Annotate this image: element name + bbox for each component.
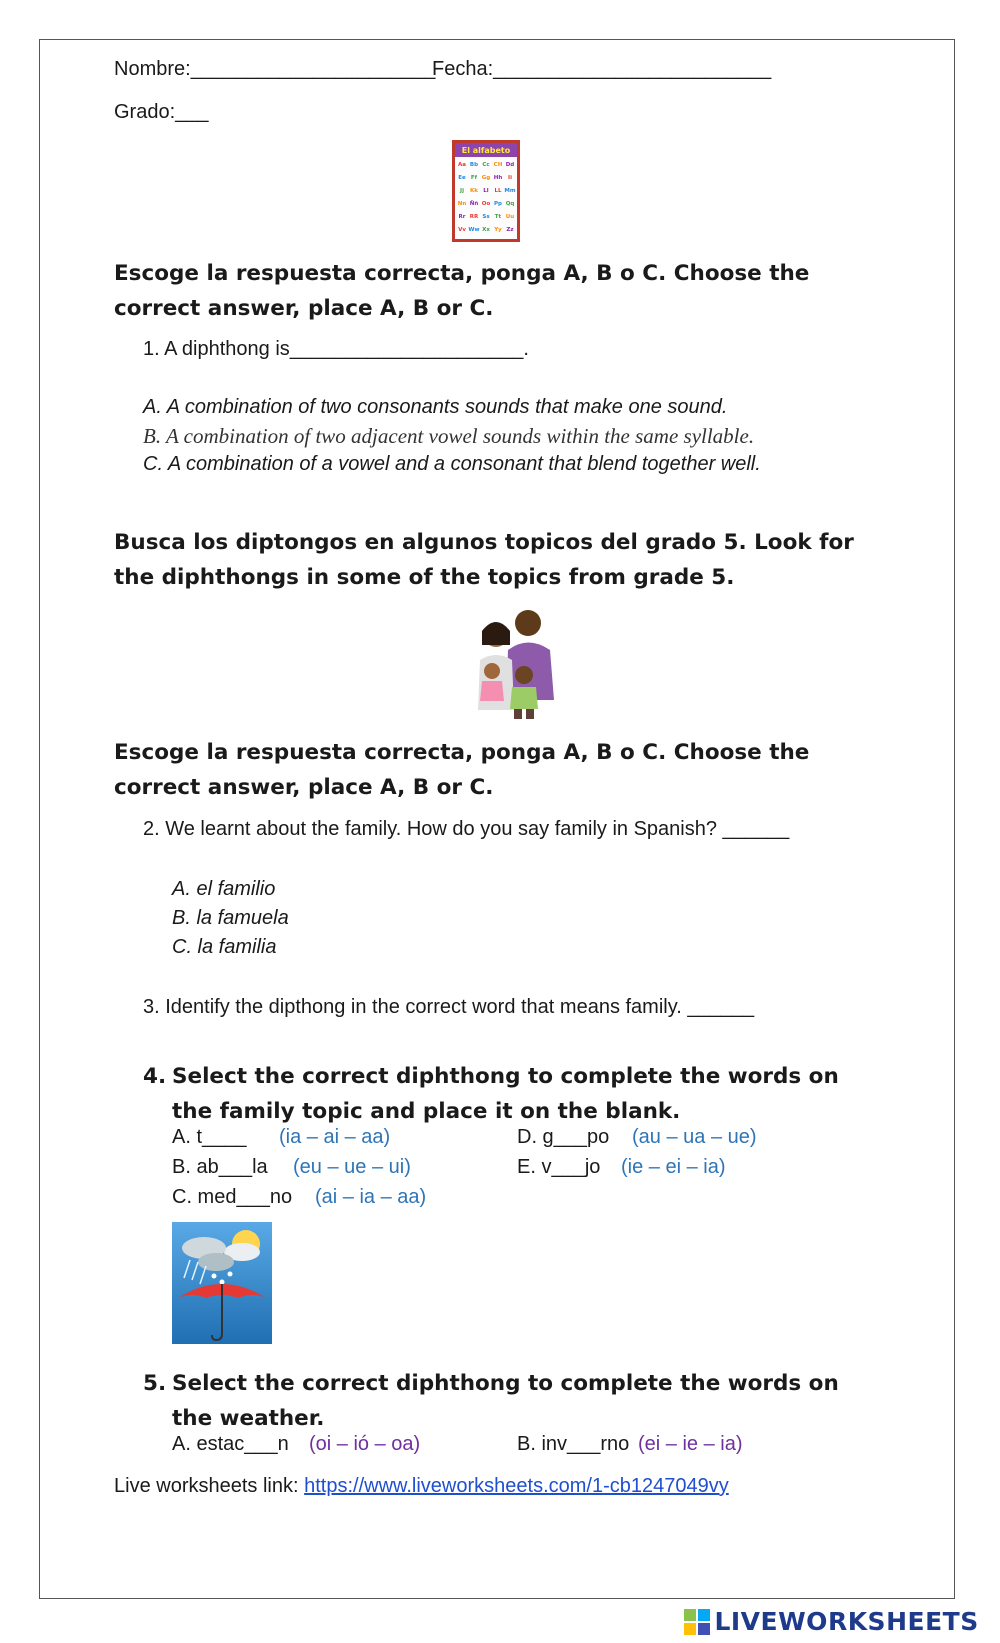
poster-letter: Ññ	[469, 201, 479, 207]
family-choices-c: (ai – ia – aa)	[315, 1186, 427, 1208]
poster-letter: Zz	[506, 227, 514, 233]
poster-letter: Hh	[493, 175, 503, 181]
weather-choices-b: (ei – ie – ia)	[638, 1433, 743, 1455]
weather-umbrella-illustration	[172, 1222, 272, 1344]
q1-option-b[interactable]: B. A combination of two adjacent vowel sounds within the same syllable.	[143, 424, 755, 448]
liveworksheets-logo-icon	[684, 1609, 710, 1635]
family-choices-e: (ie – ei – ia)	[621, 1156, 726, 1178]
link-line	[114, 1475, 729, 1498]
family-word-d[interactable]: D. g___po	[517, 1126, 610, 1148]
poster-letter: Rr	[458, 214, 466, 220]
nombre-field[interactable]: Nombre:______________________	[114, 58, 436, 80]
poster-letter: Dd	[505, 162, 515, 168]
section3-heading: Escoge la respuesta correcta, ponga A, B o C. Choose the correct answer, place A, B or C.	[114, 740, 810, 800]
poster-letter: Ff	[470, 175, 478, 181]
liveworksheets-logo[interactable]	[684, 1607, 979, 1637]
family-word-b[interactable]: B. ab___la	[172, 1156, 268, 1178]
poster-letter: Tt	[494, 214, 502, 220]
q2-option-a[interactable]: A. el familio	[172, 878, 276, 900]
question-2: 2. We learnt about the family. How do you say family in Spanish? ______	[143, 818, 790, 840]
poster-letter: Ww	[468, 227, 480, 233]
family-choices-a: (ia – ai – aa)	[279, 1126, 391, 1148]
poster-letter: RR	[469, 214, 479, 220]
poster-letter: Pp	[494, 201, 502, 207]
section5-number: 5.	[143, 1371, 167, 1396]
poster-letter: Gg	[481, 175, 491, 181]
weather-word-b[interactable]: B. inv___rno	[517, 1433, 630, 1455]
link-label: Live worksheets link:	[114, 1475, 299, 1497]
poster-letter: LL	[494, 188, 502, 194]
q2-option-b[interactable]: B. la famuela	[172, 907, 289, 929]
family-word-a[interactable]: A. t____	[172, 1126, 247, 1148]
family-choices-d: (au – ua – ue)	[632, 1126, 757, 1148]
family-illustration	[468, 605, 564, 720]
family-word-e[interactable]: E. v___jo	[517, 1156, 601, 1178]
poster-letter: Ll	[483, 188, 489, 194]
liveworksheets-link[interactable]: https://www.liveworksheets.com/1-cb1247049vy	[304, 1475, 729, 1497]
section1-heading: Escoge la respuesta correcta, ponga A, B o C. Choose the correct answer, place A, B or C.	[114, 261, 810, 321]
section2-heading: Busca los diptongos en algunos topicos del grado 5. Look for the diphthongs in some of the topics from grade 5.	[114, 530, 854, 590]
poster-letter: Cc	[482, 162, 490, 168]
poster-letter: Aa	[458, 162, 466, 168]
poster-letter: Qq	[505, 201, 515, 207]
weather-choices-a: (oi – ió – oa)	[309, 1433, 421, 1455]
poster-letter: Vv	[458, 227, 466, 233]
fecha-field[interactable]: Fecha:_________________________	[432, 58, 772, 80]
grado-field[interactable]: Grado:___	[114, 101, 209, 123]
poster-letter: Yy	[494, 227, 502, 233]
poster-title: El alfabeto	[461, 146, 511, 155]
question-1: 1. A diphthong is_____________________.	[143, 338, 529, 360]
poster-letter: Bb	[469, 162, 479, 168]
poster-letter: Uu	[505, 214, 515, 220]
poster-letter: CH	[493, 162, 503, 168]
poster-letter: Ss	[482, 214, 490, 220]
section4-heading: Select the correct diphthong to complete the words on the family topic and place it on the blank.	[172, 1064, 839, 1124]
poster-letter: Ii	[508, 175, 512, 181]
liveworksheets-logo-text: LIVEWORKSHEETS	[714, 1607, 979, 1636]
poster-letter: Oo	[481, 201, 491, 207]
q2-option-c[interactable]: C. la familia	[172, 936, 277, 958]
poster-letter: Kk	[470, 188, 478, 194]
q1-option-a[interactable]: A. A combination of two consonants sounds that make one sound.	[143, 396, 728, 418]
poster-letter: Ee	[458, 175, 466, 181]
weather-word-a[interactable]: A. estac___n	[172, 1433, 289, 1455]
section5-heading: Select the correct diphthong to complete the words on the weather.	[172, 1371, 839, 1431]
family-choices-b: (eu – ue – ui)	[293, 1156, 411, 1178]
family-word-c[interactable]: C. med___no	[172, 1186, 293, 1208]
section4-number: 4.	[143, 1064, 167, 1089]
poster-letter: Jj	[460, 188, 464, 194]
poster-letter: Mm	[504, 188, 516, 194]
poster-letter: Nn	[457, 201, 467, 207]
question-3: 3. Identify the dipthong in the correct word that means family. ______	[143, 996, 755, 1018]
poster-letter: Xx	[482, 227, 490, 233]
alphabet-poster-image	[452, 140, 520, 242]
q1-option-c[interactable]: C. A combination of a vowel and a consonant that blend together well.	[143, 453, 761, 475]
